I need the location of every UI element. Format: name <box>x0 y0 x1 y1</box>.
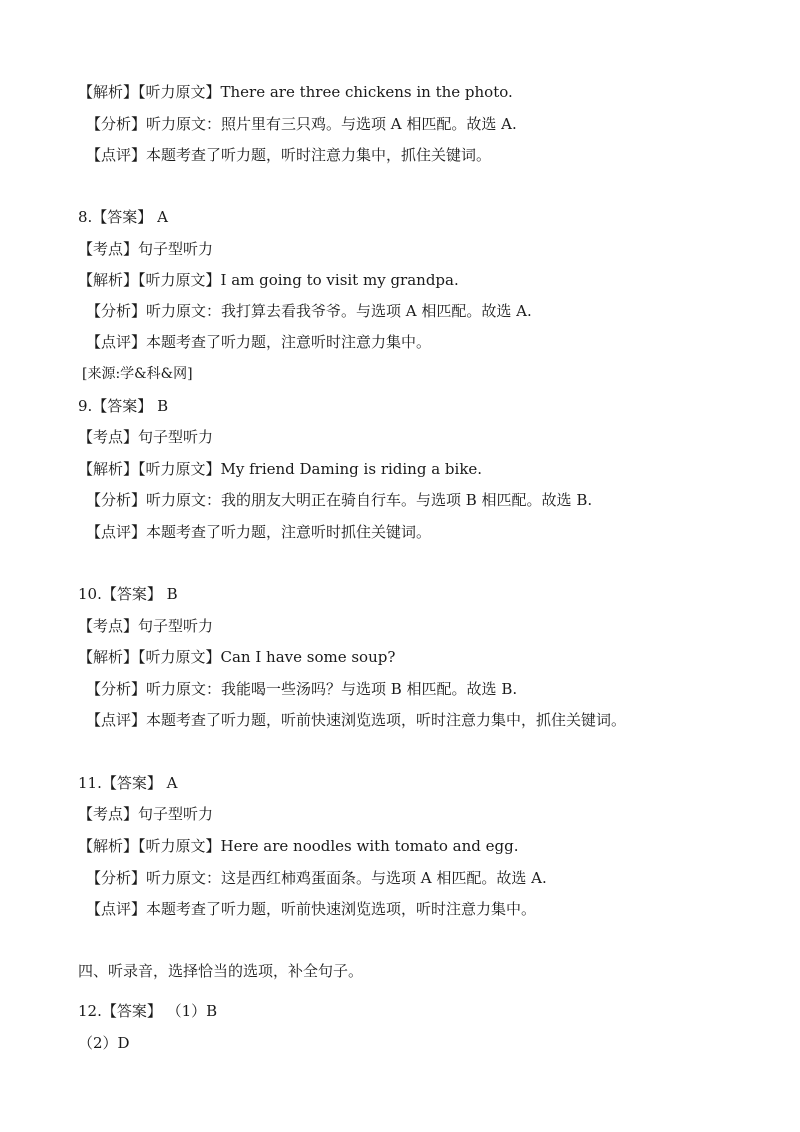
q8-topic: 【考点】句子型听力 <box>78 240 214 258</box>
q9-comment: 【点评】本题考查了听力题，注意听时抓住关键词。 <box>86 523 432 541</box>
q8-comment: 【点评】本题考查了听力题，注意听时注意力集中。 <box>86 333 432 351</box>
q10-analysis: 【分析】听力原文：我能喝一些汤吗？与选项 B 相匹配。故选 B. <box>86 680 518 698</box>
q7-analysis: 【分析】听力原文：照片里有三只鸡。与选项 A 相匹配。故选 A. <box>86 115 517 133</box>
q9-analysis: 【分析】听力原文：我的朋友大明正在骑自行车。与选项 B 相匹配。故选 B. <box>86 491 593 509</box>
q8-analysis: 【分析】听力原文：我打算去看我爷爷。与选项 A 相匹配。故选 A. <box>86 302 532 320</box>
source-note: [来源:学&科&网] <box>82 366 193 382</box>
q7-analysis-transcript: 【解析】【听力原文】There are three chickens in the photo. <box>78 83 513 101</box>
q11-analysis: 【分析】听力原文：这是西红柿鸡蛋面条。与选项 A 相匹配。故选 A. <box>86 869 547 887</box>
section-four-heading: 四、听录音，选择恰当的选项，补全句子。 <box>78 962 364 980</box>
q10-answer: 10.【答案】 B <box>78 585 178 603</box>
q12-answer-part2: （2）D <box>78 1034 130 1052</box>
q9-topic: 【考点】句子型听力 <box>78 428 214 446</box>
q11-topic: 【考点】句子型听力 <box>78 805 214 823</box>
q8-transcript: 【解析】【听力原文】I am going to visit my grandpa. <box>78 271 459 289</box>
q7-comment: 【点评】本题考查了听力题，听时注意力集中，抓住关键词。 <box>86 146 492 164</box>
q12-answer: 12.【答案】 （1）B <box>78 1002 218 1020</box>
q8-answer: 8.【答案】 A <box>78 208 168 226</box>
q11-comment: 【点评】本题考查了听力题，听前快速浏览选项，听时注意力集中。 <box>86 900 537 918</box>
q10-comment: 【点评】本题考查了听力题，听前快速浏览选项，听时注意力集中，抓住关键词。 <box>86 711 627 729</box>
q11-answer: 11.【答案】 A <box>78 774 178 792</box>
q10-transcript: 【解析】【听力原文】Can I have some soup? <box>78 648 396 666</box>
q9-transcript: 【解析】【听力原文】My friend Daming is riding a bike. <box>78 460 483 478</box>
q11-transcript: 【解析】【听力原文】Here are noodles with tomato and egg. <box>78 837 519 855</box>
q9-answer: 9.【答案】 B <box>78 397 169 415</box>
q10-topic: 【考点】句子型听力 <box>78 617 214 635</box>
